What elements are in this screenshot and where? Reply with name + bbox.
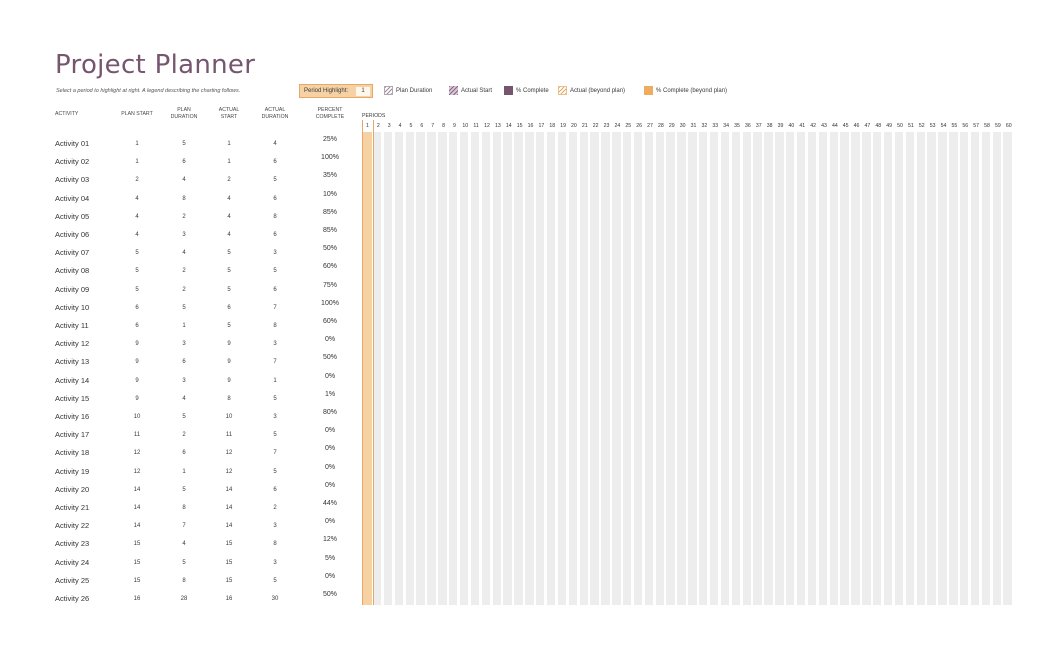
legend-percent-complete [504,86,549,95]
actual-start-cell[interactable]: 4 [227,232,231,238]
plan-duration-cell[interactable]: 2 [182,268,186,275]
percent-complete-cell[interactable]: 0% [324,445,336,453]
actual-duration-cell[interactable]: 1 [273,377,277,384]
actual-duration-cell[interactable]: 6 [273,286,277,293]
activity-name[interactable]: Activity 08 [55,266,90,276]
activity-name[interactable]: Activity 04 [55,193,90,203]
plan-duration-cell[interactable]: 28 [180,596,188,602]
period-number: 41 [799,123,806,129]
percent-complete-cell[interactable]: 0% [324,572,336,580]
plan-duration-cell[interactable]: 4 [182,250,186,257]
plan-duration-cell[interactable]: 2 [182,432,186,439]
activity-name[interactable]: Activity 26 [55,594,90,603]
period-number: 17 [538,123,545,129]
table-row[interactable] [0,445,1058,463]
actual-start-cell[interactable]: 5 [227,286,231,293]
plan-start-cell[interactable]: 4 [135,232,139,238]
actual-start-cell[interactable]: 10 [225,414,233,420]
plan-duration-cell[interactable]: 5 [182,304,186,311]
table-row[interactable] [0,318,1058,336]
percent-complete-cell[interactable]: 85% [322,227,337,234]
table-row[interactable] [0,500,1058,518]
table-row[interactable] [0,154,1058,172]
percent-complete-cell[interactable]: 100% [321,154,339,162]
period-number: 13 [494,123,501,129]
period-number: 37 [755,123,762,129]
legend-actual-beyond [558,86,625,95]
plan-start-cell[interactable]: 12 [133,450,141,457]
activity-name[interactable]: Activity 07 [55,248,90,258]
actual-start-cell[interactable]: 14 [225,486,233,493]
plan-start-cell[interactable]: 1 [135,141,139,147]
hatched-swatch-icon [384,86,393,95]
plan-start-cell[interactable]: 6 [135,304,139,311]
table-row[interactable] [0,555,1058,573]
period-number: 18 [549,123,556,129]
percent-complete-cell[interactable]: 10% [322,190,337,198]
actual-start-cell[interactable]: 5 [227,323,231,329]
percent-complete-cell[interactable]: 0% [324,463,336,471]
plan-start-cell[interactable]: 9 [135,341,139,348]
period-number: 22 [592,123,599,129]
period-number: 35 [734,123,740,129]
plan-start-cell[interactable]: 5 [135,286,139,293]
period-number: 46 [853,123,860,129]
actual-start-cell[interactable]: 1 [227,159,231,166]
actual-duration-cell[interactable]: 5 [273,577,277,584]
plan-duration-cell[interactable]: 5 [182,486,186,493]
legend-actual-start [449,86,492,95]
activity-name[interactable]: Activity 15 [55,393,90,403]
actual-duration-cell[interactable]: 3 [273,414,277,420]
plan-duration-cell[interactable]: 3 [182,341,186,348]
table-row[interactable] [0,409,1058,427]
plan-start-cell[interactable]: 14 [133,486,141,493]
period-number: 26 [636,123,643,129]
percent-complete-cell[interactable]: 100% [321,299,339,307]
percent-complete-cell[interactable]: 0% [324,518,336,526]
table-row[interactable] [0,536,1058,554]
legend-label: Actual (beyond plan) [570,87,626,94]
table-row[interactable] [0,136,1058,154]
period-number: 1 [365,123,369,129]
period-number: 20 [571,123,577,129]
actual-start-cell[interactable]: 4 [227,195,231,202]
actual-duration-cell[interactable]: 5 [273,432,277,439]
period-number: 36 [744,123,751,129]
actual-duration-cell[interactable]: 6 [273,159,277,166]
period-number: 58 [984,123,990,129]
plan-start-cell[interactable]: 4 [135,195,139,202]
period-number: 12 [484,123,490,129]
plan-duration-cell[interactable]: 6 [182,159,186,166]
actual-start-cell[interactable]: 2 [227,177,231,184]
plan-start-cell[interactable]: 15 [133,541,141,548]
table-row[interactable] [0,354,1058,372]
header-actual-start: ACTUAL START [218,107,240,120]
period-number: 55 [951,123,958,129]
actual-start-cell[interactable]: 14 [225,523,233,530]
actual-duration-cell[interactable]: 6 [273,232,277,238]
period-number: 52 [918,123,925,129]
percent-complete-cell[interactable]: 50% [322,245,337,253]
actual-start-cell[interactable]: 9 [227,359,231,366]
activity-name[interactable]: Activity 09 [55,284,90,294]
table-row[interactable] [0,427,1058,445]
activity-name[interactable]: Activity 19 [55,466,90,476]
period-highlight-box[interactable] [299,84,373,98]
period-number: 3 [387,123,391,129]
percent-complete-cell[interactable]: 80% [322,409,337,416]
page-title: Project Planner [55,50,256,80]
actual-duration-cell[interactable]: 7 [273,304,277,311]
activity-name[interactable]: Activity 23 [55,539,90,549]
actual-duration-cell[interactable]: 4 [273,141,277,147]
actual-start-cell[interactable]: 16 [225,596,233,602]
activity-name[interactable]: Activity 03 [55,175,90,185]
actual-duration-cell[interactable]: 6 [273,195,277,202]
period-number: 33 [712,123,719,129]
table-row[interactable] [0,573,1058,591]
period-number: 7 [431,123,435,129]
plan-start-cell[interactable]: 14 [133,523,141,530]
actual-start-cell[interactable]: 15 [225,541,233,548]
percent-complete-cell[interactable]: 60% [322,263,337,271]
period-number: 25 [625,123,632,129]
actual-start-cell[interactable]: 4 [227,213,231,220]
actual-start-cell[interactable]: 5 [227,250,231,257]
period-number: 59 [994,123,1001,129]
period-number: 29 [668,123,675,129]
plan-duration-cell[interactable]: 6 [182,450,186,457]
activity-name[interactable]: Activity 17 [55,430,90,440]
legend-label: % Complete [516,87,549,94]
plan-start-cell[interactable]: 5 [135,268,139,275]
actual-start-cell[interactable]: 12 [225,450,233,457]
plan-start-cell[interactable]: 6 [135,323,139,329]
plan-start-cell[interactable]: 1 [135,159,139,166]
legend-complete-beyond [644,86,727,95]
plan-start-cell[interactable]: 2 [135,177,139,184]
period-number: 4 [398,123,402,129]
percent-complete-cell[interactable]: 0% [324,372,336,380]
activity-name[interactable]: Activity 05 [55,211,90,221]
legend-plan-duration [384,86,432,95]
table-row[interactable] [0,482,1058,500]
plan-start-cell[interactable]: 5 [135,250,139,257]
plan-duration-cell[interactable]: 8 [182,577,186,584]
period-number: 16 [527,123,534,129]
period-number: 11 [473,123,479,129]
actual-duration-cell[interactable]: 6 [273,486,277,493]
header-actual-duration: ACTUAL DURATION [261,107,289,120]
header-plan-start: PLAN START [121,111,153,117]
period-number: 34 [723,123,730,129]
actual-duration-cell[interactable]: 3 [273,559,277,566]
period-number: 57 [973,123,980,129]
actual-start-cell[interactable]: 8 [227,395,231,402]
hatched-purple-swatch-icon [449,86,458,95]
period-number: 27 [647,123,653,129]
plan-duration-cell[interactable]: 5 [182,559,186,566]
percent-complete-cell[interactable]: 60% [322,318,337,325]
period-number: 9 [452,123,456,129]
percent-complete-cell[interactable]: 5% [324,554,336,562]
actual-start-cell[interactable]: 1 [227,141,231,147]
percent-complete-cell[interactable]: 12% [322,536,337,544]
actual-start-cell[interactable]: 15 [225,559,233,566]
table-row[interactable] [0,391,1058,409]
period-number: 51 [908,123,914,129]
plan-duration-cell[interactable]: 2 [182,213,186,220]
period-number: 50 [897,123,903,129]
table-row[interactable] [0,373,1058,391]
period-number: 53 [929,123,936,129]
plan-start-cell[interactable]: 9 [135,395,139,402]
period-number: 44 [831,123,838,129]
plan-duration-cell[interactable]: 5 [182,141,186,147]
legend-label: Actual Start [461,87,493,94]
activity-name[interactable]: Activity 13 [55,357,90,367]
percent-complete-cell[interactable]: 0% [324,427,336,435]
legend-label: Plan Duration [396,87,433,94]
actual-duration-cell[interactable]: 3 [273,250,277,257]
table-row[interactable] [0,209,1058,227]
period-number: 45 [842,123,849,129]
table-row[interactable] [0,245,1058,263]
plan-duration-cell[interactable]: 4 [182,177,186,184]
period-number: 40 [788,123,795,129]
plan-duration-cell[interactable]: 1 [182,468,186,475]
period-number: 32 [701,123,708,129]
period-number: 23 [603,123,610,129]
activity-name[interactable]: Activity 16 [55,412,90,421]
header-periods: PERIODS [362,113,386,119]
table-row[interactable] [0,300,1058,318]
period-number: 6 [420,123,424,129]
actual-duration-cell[interactable]: 8 [273,541,277,548]
percent-complete-cell[interactable]: 50% [322,354,337,362]
period-number: 56 [962,123,969,129]
plan-duration-cell[interactable]: 6 [182,359,186,366]
actual-duration-cell[interactable]: 7 [273,359,277,366]
table-row[interactable] [0,518,1058,536]
percent-complete-cell[interactable]: 44% [322,500,337,507]
activity-name[interactable]: Activity 21 [55,503,90,512]
period-highlight-label: Period Highlight: [304,88,349,94]
legend-label: % Complete (beyond plan) [656,87,728,94]
table-row[interactable] [0,263,1058,281]
period-number: 49 [886,123,893,129]
plan-duration-cell[interactable]: 7 [182,523,186,530]
actual-duration-cell[interactable]: 3 [273,341,277,348]
period-number: 43 [821,123,827,129]
percent-complete-cell[interactable]: 35% [322,172,337,180]
table-row[interactable] [0,336,1058,354]
activity-name[interactable]: Activity 02 [55,157,90,167]
plan-start-cell[interactable]: 4 [135,213,139,220]
period-number: 10 [462,123,469,129]
table-row[interactable] [0,464,1058,482]
plan-duration-cell[interactable]: 5 [182,414,186,420]
activity-name[interactable]: Activity 22 [55,521,90,531]
period-number: 8 [442,123,445,129]
header-percent-complete: PERCENT COMPLETE [315,107,345,120]
table-row[interactable] [0,591,1058,609]
period-number: 48 [875,123,882,129]
plan-duration-cell[interactable]: 1 [182,323,186,329]
activity-name[interactable]: Activity 11 [55,321,89,330]
hatched-orange-swatch-icon [558,86,567,95]
period-number: 54 [940,123,947,129]
activity-name[interactable]: Activity 10 [55,302,90,312]
percent-complete-cell[interactable]: 1% [324,390,336,398]
period-number: 2 [376,123,380,129]
period-number: 21 [581,123,588,129]
percent-complete-cell[interactable]: 85% [322,208,337,216]
actual-duration-cell[interactable]: 5 [273,177,277,184]
activity-name[interactable]: Activity 18 [55,448,90,458]
period-number: 19 [560,123,566,129]
activity-name[interactable]: Activity 25 [55,575,90,585]
actual-start-cell[interactable]: 5 [227,268,231,275]
actual-duration-cell[interactable]: 5 [273,395,277,402]
header-activity: ACTIVITY [55,111,79,117]
solid-purple-swatch-icon [504,86,513,95]
actual-start-cell[interactable]: 6 [227,304,231,311]
percent-complete-cell[interactable]: 0% [324,336,336,344]
period-number: 14 [505,123,512,129]
activity-name[interactable]: Activity 20 [55,484,90,494]
period-number: 39 [777,123,784,129]
plan-start-cell[interactable]: 10 [133,414,141,420]
solid-orange-swatch-icon [644,86,653,95]
percent-complete-cell[interactable]: 50% [322,591,337,598]
actual-start-cell[interactable]: 9 [227,341,231,348]
actual-start-cell[interactable]: 9 [227,377,231,384]
instructions-text: Select a period to highlight at right. A legend describing the charting follows. [56,88,241,94]
activity-name[interactable]: Activity 06 [55,230,90,239]
plan-duration-cell[interactable]: 8 [182,505,186,511]
plan-start-cell[interactable]: 9 [135,359,139,366]
plan-duration-cell[interactable]: 4 [182,541,186,548]
header-plan-duration: PLAN DURATION [170,107,198,120]
period-number: 31 [690,123,697,129]
table-row[interactable] [0,191,1058,209]
period-number: 5 [409,123,413,129]
actual-start-cell[interactable]: 12 [225,468,233,475]
period-number: 47 [864,123,871,129]
activity-name[interactable]: Activity 01 [55,139,90,148]
period-number: 15 [516,123,523,129]
actual-duration-cell[interactable]: 30 [271,596,279,602]
period-highlight-input[interactable]: 1 [356,87,370,96]
plan-duration-cell[interactable]: 8 [182,195,186,202]
actual-duration-cell[interactable]: 2 [273,505,277,511]
plan-start-cell[interactable]: 15 [133,577,141,584]
period-number: 28 [658,123,664,129]
percent-complete-cell[interactable]: 75% [322,281,337,289]
period-number: 60 [1005,123,1012,129]
table-row[interactable] [0,227,1058,245]
percent-complete-cell[interactable]: 25% [322,136,337,143]
plan-start-cell[interactable]: 9 [135,377,139,384]
plan-start-cell[interactable]: 14 [133,505,141,511]
period-number: 30 [679,123,686,129]
plan-duration-cell[interactable]: 3 [182,232,186,238]
actual-duration-cell[interactable]: 3 [273,523,277,530]
plan-start-cell[interactable]: 12 [133,468,141,475]
actual-duration-cell[interactable]: 5 [273,468,277,475]
plan-start-cell[interactable]: 16 [133,596,141,602]
actual-duration-cell[interactable]: 8 [273,213,277,220]
plan-duration-cell[interactable]: 3 [182,377,186,384]
plan-start-cell[interactable]: 15 [133,559,141,566]
table-row[interactable] [0,282,1058,300]
actual-duration-cell[interactable]: 7 [273,450,277,457]
period-number: 24 [614,123,621,129]
period-number: 42 [810,123,816,129]
actual-start-cell[interactable]: 15 [225,577,233,584]
actual-duration-cell[interactable]: 8 [273,323,277,329]
actual-start-cell[interactable]: 14 [225,505,233,511]
plan-duration-cell[interactable]: 2 [182,286,186,293]
plan-start-cell[interactable]: 11 [133,432,141,439]
plan-duration-cell[interactable]: 4 [182,395,186,402]
activity-name[interactable]: Activity 14 [55,375,90,385]
activity-name[interactable]: Activity 12 [55,339,90,349]
activity-name[interactable]: Activity 24 [55,557,90,567]
actual-start-cell[interactable]: 11 [225,432,233,439]
percent-complete-cell[interactable]: 0% [324,481,336,489]
table-row[interactable] [0,172,1058,190]
period-number: 38 [766,123,773,129]
actual-duration-cell[interactable]: 5 [273,268,277,275]
